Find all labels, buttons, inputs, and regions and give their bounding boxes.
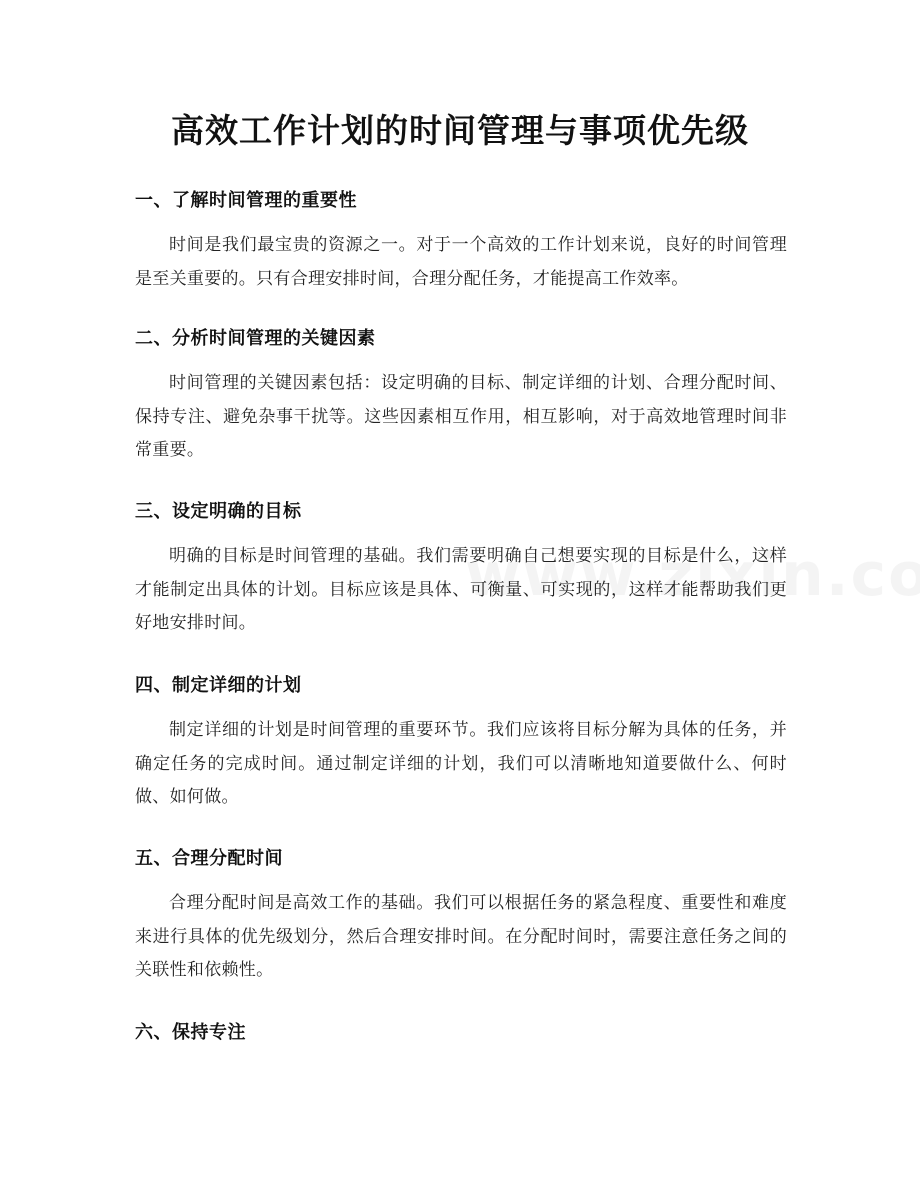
section-paragraph: 明确的目标是时间管理的基础。我们需要明确自己想要实现的目标是什么，这样才能制定出具体的计划。目标应该是具体、可衡量、可实现的，这样才能帮助我们更好地安排时间。 xyxy=(135,546,787,633)
section-paragraph: 时间管理的关键因素包括：设定明确的目标、制定详细的计划、合理分配时间、保持专注、避免杂事干扰等。这些因素相互作用，相互影响，对于高效地管理时间非常重要。 xyxy=(135,373,787,460)
section-heading: 五、合理分配时间 xyxy=(135,848,283,869)
section-6 xyxy=(135,1021,787,1045)
section-paragraph: 合理分配时间是高效工作的基础。我们可以根据任务的紧急程度、重要性和难度来进行具体的优先级划分，然后合理安排时间。在分配时间时，需要注意任务之间的关联性和依赖性。 xyxy=(135,893,787,980)
section-1 xyxy=(135,189,787,296)
section-heading: 三、设定明确的目标 xyxy=(135,501,302,522)
section-heading: 四、制定详细的计划 xyxy=(135,675,302,696)
section-heading: 六、保持专注 xyxy=(135,1022,246,1043)
section-heading: 一、了解时间管理的重要性 xyxy=(135,190,357,211)
section-paragraph: 制定详细的计划是时间管理的重要环节。我们应该将目标分解为具体的任务，并确定任务的完成时间。通过制定详细的计划，我们可以清晰地知道要做什么、何时做、如何做。 xyxy=(135,720,787,807)
section-4 xyxy=(135,674,787,815)
section-5 xyxy=(135,847,787,988)
section-heading: 二、分析时间管理的关键因素 xyxy=(135,328,376,349)
section-paragraph: 时间是我们最宝贵的资源之一。对于一个高效的工作计划来说，良好的时间管理是至关重要的。只有合理安排时间，合理分配任务，才能提高工作效率。 xyxy=(135,235,787,289)
section-3 xyxy=(135,500,787,641)
document-title: 高效工作计划的时间管理与事项优先级 xyxy=(171,111,749,150)
section-2 xyxy=(135,327,787,468)
